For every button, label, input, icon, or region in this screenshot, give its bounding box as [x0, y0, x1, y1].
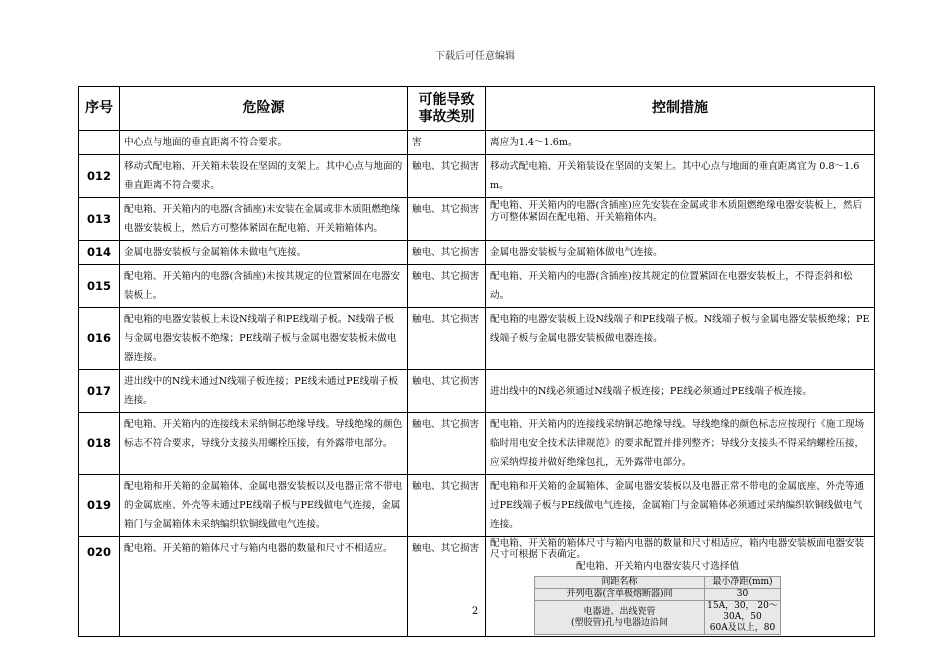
- sub-row-name: 电器进、出线瓷管 (塑胶管)孔与电器边沿间: [535, 601, 705, 635]
- table-row: [79, 131, 875, 155]
- hazard-cell: 配电箱、开关箱内的连接线未采纳铜芯绝缘导线。导线绝缘的颜色标志不符合要求，导线分支接头用螺栓压接，有外露带电部分。: [120, 413, 408, 475]
- header-no: 序号: [79, 87, 120, 131]
- sub-row-value: 15A，30， 20～30A，50 60A及以上，80: [705, 601, 781, 635]
- table-row: [79, 308, 875, 370]
- row-number: 019: [79, 475, 120, 537]
- row-number: 013: [79, 198, 120, 241]
- table-row: [79, 155, 875, 198]
- hazard-cell: 金属电器安装板与金属箱体未做电气连接。: [120, 241, 408, 265]
- row-number: 016: [79, 308, 120, 370]
- sub-header-name: 间距名称: [535, 577, 705, 589]
- accident-cell: 触电、其它损害: [408, 241, 486, 265]
- header-accident-type: 可能导致 事故类别: [408, 87, 486, 131]
- accident-cell: 触电、其它损害: [408, 308, 486, 370]
- hazard-cell: 配电箱的电器安装板上未设N线端子和PE线端子板。N线端子板与金属电器安装板不绝缘；PE线端子板与金属电器安装板未做电器连接。: [120, 308, 408, 370]
- sub-row-name: 并列电器(含单极熔断器)间: [535, 589, 705, 601]
- control-cell: 配电箱的电器安装板上设N线端子和PE线端子板。N线端子板与金属电器安装板绝缘；PE线端子板与金属电器安装板做电器连接。: [486, 308, 875, 370]
- page-header: 下载后可任意编辑: [435, 51, 515, 62]
- sub-row-value: 30: [705, 589, 781, 601]
- header-control: 控制措施: [486, 87, 875, 131]
- accident-cell: 触电、其它损害: [408, 198, 486, 241]
- sub-table-title: 配电箱、开关箱内电器安装尺寸选择值: [576, 561, 740, 572]
- row-number: 014: [79, 241, 120, 265]
- table-header-row: [79, 87, 875, 131]
- page-number: 2: [471, 606, 479, 617]
- table-row: [79, 265, 875, 308]
- hazard-cell: 配电箱、开关箱的箱体尺寸与箱内电器的数量和尺寸不相适应。: [120, 537, 408, 637]
- control-cell: 移动式配电箱、开关箱装设在坚固的支架上。其中心点与地面的垂直距离宜为 0.8～1.6m。: [486, 155, 875, 198]
- table-row: [79, 475, 875, 537]
- accident-cell: 触电、其它损害: [408, 413, 486, 475]
- table-row: [79, 370, 875, 413]
- control-cell: [486, 537, 875, 637]
- row-number: 017: [79, 370, 120, 413]
- table-row: [79, 413, 875, 475]
- table-row: [79, 198, 875, 241]
- hazard-cell: 配电箱和开关箱的金属箱体、金属电器安装板以及电器正常不带电的金属底座、外壳等未通过PE线端子板与PE线做电气连接，金属箱门与金属箱体未采纳编织软铜线做电气连接。: [120, 475, 408, 537]
- hazard-cell: 配电箱、开关箱内的电器(含插座)未安装在金属或非木质阻燃绝缘电器安装板上，然后方可整体紧固在配电箱、开关箱箱体内。: [120, 198, 408, 241]
- hazard-cell: 中心点与地面的垂直距离不符合要求。: [120, 131, 408, 155]
- sub-table-header-row: [535, 577, 781, 589]
- sub-header-value: 最小净距(mm): [705, 577, 781, 589]
- table-row: [79, 241, 875, 265]
- accident-cell: 触电、其它损害: [408, 265, 486, 308]
- accident-cell: 触电、其它损害: [408, 155, 486, 198]
- control-cell: 配电箱和开关箱的金属箱体、金属电器安装板以及电器正常不带电的金属底座、外壳等通过PE线端子板与PE线做电气连接，金属箱门与金属箱体必须通过采纳编织软铜线做电气连接。: [486, 475, 875, 537]
- row-number: 020: [79, 537, 120, 637]
- hazard-control-table: [78, 86, 875, 637]
- row-number: 012: [79, 155, 120, 198]
- accident-cell: 触电、其它损害: [408, 475, 486, 537]
- row-number: 018: [79, 413, 120, 475]
- control-cell: 金属电器安装板与金属箱体做电气连接。: [486, 241, 875, 265]
- row-number: 015: [79, 265, 120, 308]
- accident-cell: 触电、其它损害: [408, 370, 486, 413]
- hazard-cell: 进出线中的N线未通过N线端子板连接；PE线未通过PE线端子板连接。: [120, 370, 408, 413]
- control-cell: 配电箱、开关箱内的电器(含插座)按其规定的位置紧固在电器安装板上，不得歪斜和松动。: [486, 265, 875, 308]
- header-hazard: 危险源: [120, 87, 408, 131]
- accident-cell: 害: [408, 131, 486, 155]
- hazard-cell: 配电箱、开关箱内的电器(含插座)未按其规定的位置紧固在电器安装板上。: [120, 265, 408, 308]
- control-cell: 配电箱、开关箱内的电器(含插座)应先安装在金属或非木质阻燃绝缘电器安装板上，然后方可整体紧固在配电箱、开关箱箱体内。: [486, 198, 875, 241]
- control-cell: 离应为1.4～1.6m。: [486, 131, 875, 155]
- table-row: [79, 537, 875, 637]
- hazard-cell: 移动式配电箱、开关箱未装设在坚固的支架上。其中心点与地面的垂直距离不符合要求。: [120, 155, 408, 198]
- row-number: [79, 131, 120, 155]
- control-text: 配电箱、开关箱的箱体尺寸与箱内电器的数量和尺寸相适应，箱内电器安装板面电器安装尺寸可根据下表确定。: [490, 538, 865, 560]
- control-cell: 配电箱、开关箱内的连接线采纳铜芯绝缘导线。导线绝缘的颜色标志应按现行《施工现场临时用电安全技术法律规范》的要求配置并排列整齐；导线分支接头不得采纳螺栓压接，应采纳焊接并做好绝缘包扎，无外露带电部分。: [486, 413, 875, 475]
- sub-table-row: [535, 589, 781, 601]
- control-cell: 进出线中的N线必须通过N线端子板连接；PE线必须通过PE线端子板连接。: [486, 370, 875, 413]
- accident-cell: 触电、其它损害: [408, 537, 486, 637]
